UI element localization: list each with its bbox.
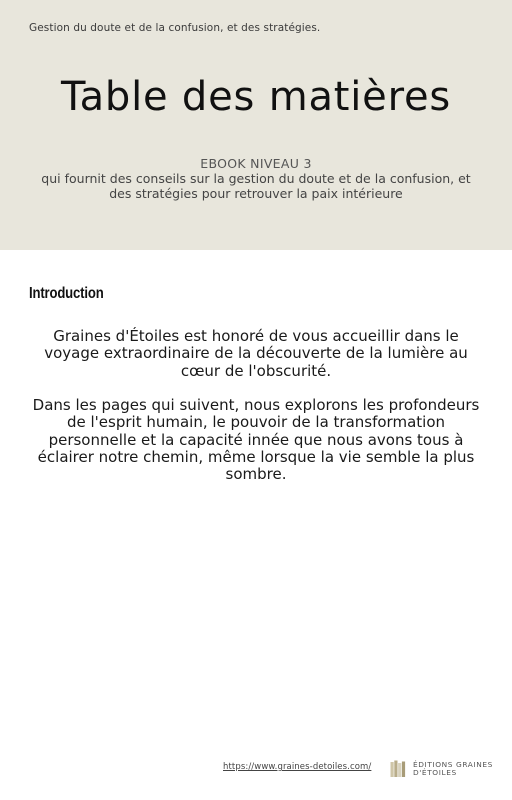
- ebook-level: EBOOK NIVEAU 3: [200, 156, 312, 171]
- stacked-books-icon: [390, 760, 406, 777]
- website-link[interactable]: https://www.graines-detoiles.com/: [223, 762, 372, 772]
- publisher-name: [413, 761, 493, 777]
- intro-paragraph-1: Graines d'Étoiles est honoré de vous accueillir dans le voyage extraordinaire de la découverte de la lumière au cœur de l'obscurité.: [44, 327, 468, 380]
- header-band: [0, 0, 512, 250]
- publisher-name-line-2: D'ÉTOILES: [413, 768, 457, 778]
- section-heading: Introduction: [29, 285, 104, 302]
- top-note: Gestion du doute et de la confusion, et des stratégies.: [29, 22, 321, 34]
- ebook-description: qui fournit des conseils sur la gestion du doute et de la confusion, et des stratégies pour retrouver la paix intérieure: [41, 171, 471, 201]
- page-title: Table des matières: [60, 74, 451, 120]
- publisher-name-line-1: ÉDITIONS GRAINES: [413, 760, 493, 769]
- intro-paragraph-2: Dans les pages qui suivent, nous explorons les profondeurs de l'esprit humain, le pouvoir de la transformation personnelle et la capacité innée que nous avons tous à éclairer notre chemin, même lorsque la vie semble la plus sombre.: [32, 396, 480, 484]
